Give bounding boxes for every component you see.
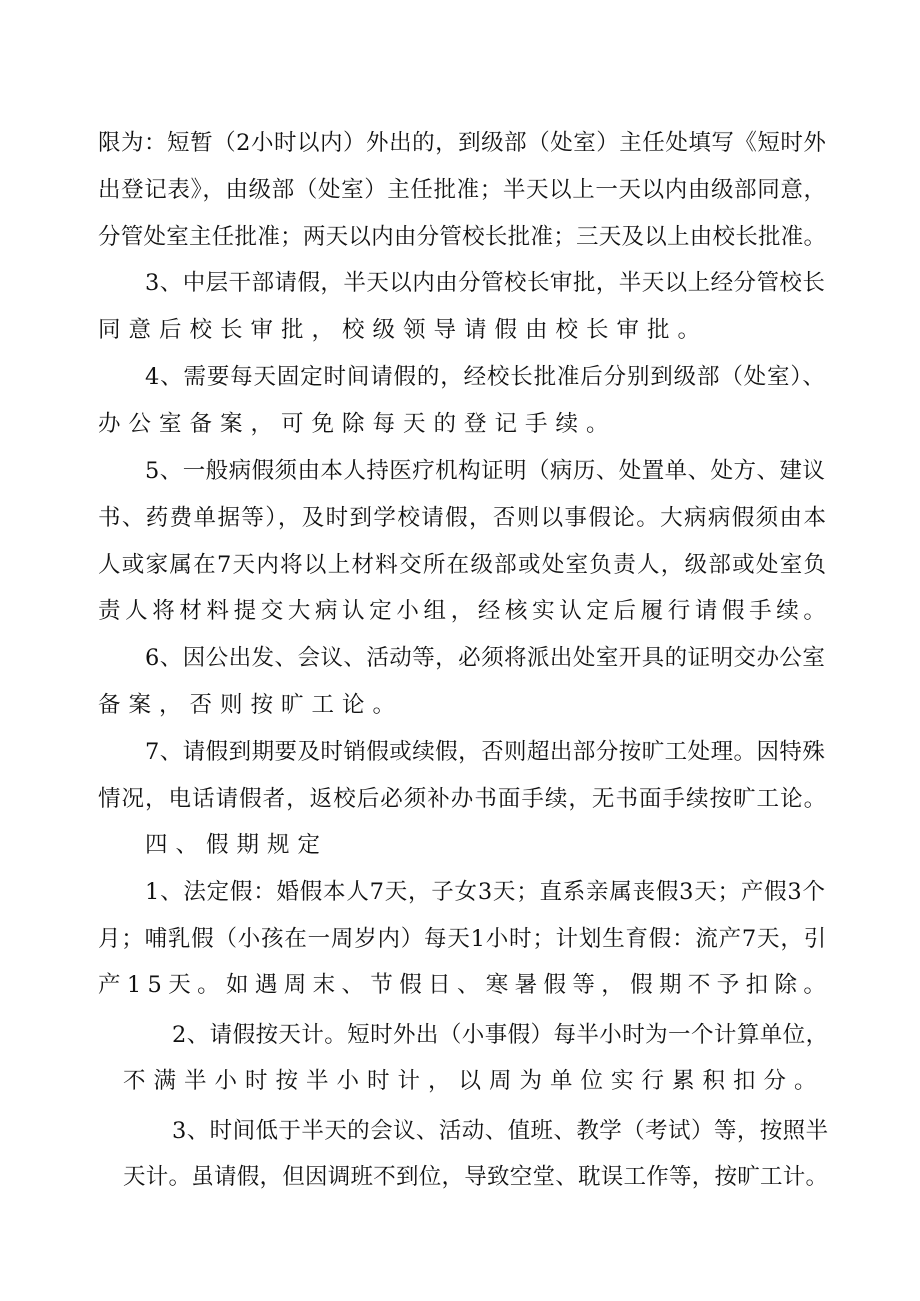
text-line: 4、需要每天固定时间请假的，经校长批准后分别到级部（处室）、 bbox=[145, 364, 826, 390]
text-line: 备案，否则按旷工论。 bbox=[98, 692, 404, 718]
text-line: 同意后校长审批，校级领导请假由校长审批。 bbox=[98, 317, 709, 343]
text-line: 5、一般病假须由本人持医疗机构证明（病历、处置单、处方、建议 bbox=[145, 458, 826, 484]
text-line: 出登记表》，由级部（处室）主任批准；半天以上一天以内由级部同意， bbox=[98, 177, 827, 203]
text-line: 责人将材料提交大病认定小组，经核实认定后履行请假手续。 bbox=[98, 598, 831, 624]
text-line: 办公室备案，可免除每天的登记手续。 bbox=[98, 411, 617, 437]
text-line: 书、药费单据等），及时到学校请假，否则以事假论。大病病假须由本 bbox=[98, 505, 828, 531]
text-line: 情况，电话请假者，返校后必须补办书面手续，无书面手续按旷工论。 bbox=[98, 786, 828, 812]
section-heading: 四、假期规定 bbox=[145, 832, 329, 858]
text-line: 1、法定假：婚假本人7天，子女3天；直系亲属丧假3天；产假3个 bbox=[145, 879, 826, 905]
text-line: 不满半小时按半小时计，以周为单位实行累积扣分。 bbox=[123, 1068, 825, 1094]
text-line: 7、请假到期要及时销假或续假，否则超出部分按旷工处理。因特殊 bbox=[145, 739, 826, 765]
text-line: 3、时间低于半天的会议、活动、值班、教学（考试）等，按照半 bbox=[172, 1118, 829, 1144]
text-line: 3、中层干部请假，半天以内由分管校长审批，半天以上经分管校长 bbox=[145, 270, 826, 296]
text-line: 月；哺乳假（小孩在一周岁内）每天1小时；计划生育假：流产7天，引 bbox=[98, 926, 827, 952]
text-line: 天计。虽请假，但因调班不到位，导致空堂、耽误工作等，按旷工计。 bbox=[123, 1164, 829, 1190]
text-line: 限为：短暂（2小时以内）外出的，到级部（处室）主任处填写《短时外 bbox=[98, 130, 827, 156]
text-line: 分管处室主任批准；两天以内由分管校长批准；三天及以上由校长批准。 bbox=[98, 224, 827, 250]
text-line: 6、因公出发、会议、活动等，必须将派出处室开具的证明交办公室 bbox=[145, 645, 826, 671]
text-line: 人或家属在7天内将以上材料交所在级部或处室负责人，级部或处室负 bbox=[98, 552, 828, 578]
text-line: 2、请假按天计。短时外出（小事假）每半小时为一个计算单位， bbox=[172, 1022, 829, 1048]
text-line: 产15天。如遇周末、节假日、寒暑假等，假期不予扣除。 bbox=[98, 972, 833, 998]
